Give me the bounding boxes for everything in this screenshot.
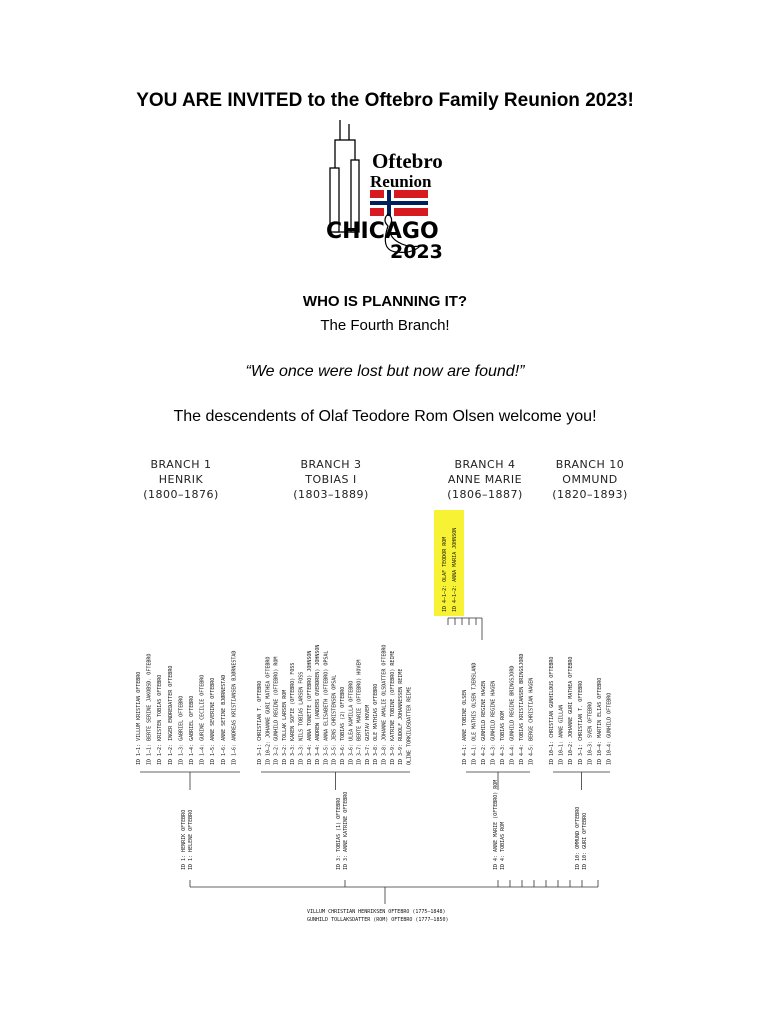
branch-head-label: ID 3: ANNE KATRINE OFTEBRO bbox=[343, 791, 349, 870]
child-label: ID 4–4: TOBIAS KRISTIANSEN BRINGSJORD bbox=[519, 653, 525, 765]
child-label: ID 4–1: OLE MATHIS OLSEN TJERSLAND bbox=[471, 662, 478, 765]
child-label: ID 10–3: SVEN OFTEBRO bbox=[587, 701, 594, 765]
child-label: ID 3–5: ANNA ELISABETH (OFTEBRO) OPSAL bbox=[323, 650, 330, 765]
child-label: ID 3–4: ANNA TONETTE (OFTEBRO) JOHNSON bbox=[306, 650, 313, 765]
child-label: ID 10–4: GUNHILD OFTEBRO bbox=[606, 692, 613, 765]
branch-label: BRANCH 10 bbox=[555, 458, 625, 471]
child-label: OLINE TORKILDSDATTER REIME bbox=[406, 686, 413, 765]
branch-name: HENRIK bbox=[158, 473, 204, 486]
child-label: ID 3–2: GUNHILD REGINE (OFTEBRO) ROM bbox=[273, 656, 280, 765]
child-label: ID 10–1: CHRISTIAN GUNHILDUS OFTEBRO bbox=[549, 656, 555, 765]
child-label: ID 3–5: JENS CHRISTENSEN OPSAL bbox=[331, 674, 338, 765]
logo-year: 2023 bbox=[390, 241, 443, 263]
root-ancestor-line: GUNHILD TOLLAKSDATTER (ROM) OFTEBRO (1777–1850) bbox=[307, 917, 449, 923]
child-label: ID 3–1: CHRISTIAN T. OFTEBRO bbox=[257, 680, 263, 765]
child-label: ID 1–1: VILLUM KRISTIAN OFTEBRO bbox=[136, 671, 142, 765]
planning-answer: The Fourth Branch! bbox=[320, 317, 450, 334]
child-label: ID 1–1: BERTE SERINE JAKOBSD. OFTEBRO bbox=[146, 653, 153, 765]
branch-years: (1806–1887) bbox=[447, 488, 523, 501]
branch-head-label: ID 4: TOBIAS ROM bbox=[500, 821, 506, 870]
branch-head-label: ID 3: TOBIAS (1) OFTEBRO bbox=[336, 797, 342, 870]
child-label: ID 3–1: CHRISTIAN T. OFTEBRO bbox=[577, 680, 584, 765]
reunion-logo bbox=[318, 118, 458, 268]
child-label: ID 4–3: TOBIAS ROM bbox=[500, 710, 506, 765]
child-label: ID 1–4: GURINE CECILIE OFTEBRO bbox=[199, 674, 206, 765]
highlight-marker bbox=[434, 510, 464, 616]
branch-name: TOBIAS I bbox=[305, 473, 357, 486]
child-label: ID 3–2: TOLLAK LARSEN ROM bbox=[281, 689, 288, 765]
child-label: ID 1–3: GABRIEL OFTEBRO bbox=[178, 695, 185, 765]
planning-heading: WHO IS PLANNING IT? bbox=[302, 293, 468, 310]
logo-line1: Oftebro bbox=[372, 149, 443, 173]
welcome-text: The descendents of Olaf Teodore Rom Olsen welcome you! bbox=[173, 408, 597, 425]
child-label: ID 3–6: ULEA KAMILLA OFTEBRO bbox=[348, 680, 355, 765]
child-label: ID 3–9: KATRINE TOBINE (OFTEBRO) REIME bbox=[389, 650, 396, 765]
quote-text: “We once were lost but now are found!” bbox=[245, 363, 525, 380]
branch-label: BRANCH 1 bbox=[150, 458, 212, 471]
branch-years: (1820–1893) bbox=[552, 488, 628, 501]
branch-head-label: ID 10: GURI OFTEBRO bbox=[582, 812, 588, 870]
child-label: ID 10–2: JOHANNE GURI MATHEA OFTEBRO bbox=[568, 656, 575, 765]
branch-name: ANNE MARIE bbox=[447, 473, 523, 486]
norway-flag-icon bbox=[370, 190, 428, 216]
child-label: ID 4–3: GUNHILD REGINE HAGEN bbox=[490, 680, 497, 765]
child-label: ID 4–1: ANNE TOBINE OLSEN bbox=[462, 689, 468, 765]
child-label: ID 3–8: JOHANNE AMALIE OLSDATTER OFTEBRO bbox=[381, 644, 388, 765]
branch-head-label: ID 1: HENRIK OFTEBRO bbox=[181, 809, 187, 870]
child-label: ID 3–4: ANDREW (ANDERS OVERDREN) JOHNSON bbox=[315, 644, 322, 765]
logo-line2: Reunion bbox=[370, 172, 432, 191]
child-label: ID 4–2: GUNHILD REGINE HAGEN bbox=[481, 680, 487, 765]
child-label: ID 10–2: JOHANNE GURI MATHEA OFTEBRO bbox=[265, 656, 272, 765]
child-label: ID 3–3: NILS TOBIAS LARSEN FOSS bbox=[298, 671, 305, 765]
child-label: ID 3–6: TOBIAS (2) OFTEBRO bbox=[340, 686, 346, 765]
child-label: ID 1–6: ANNE SETINE BJØRNESTAD bbox=[220, 674, 227, 765]
highlight-label: ID 4–1–2: OLAF TEODOR ROM bbox=[442, 536, 448, 612]
child-label: ID 10–4: MARTIN ELIAS OFTEBRO bbox=[597, 677, 603, 765]
family-tree bbox=[0, 440, 770, 940]
child-label: ID 4–4: GUNHILD REGINE BRINGSJORD bbox=[509, 665, 516, 765]
child-label: ID 1–4: GABRIEL OFTEBRO bbox=[189, 695, 195, 765]
skyline-icon bbox=[330, 120, 359, 232]
root-ancestor-line: VILLUM CHRISTIAN HENRIKSEN OFTEBRO (1775–1848) bbox=[307, 909, 446, 915]
branch-name: OMMUND bbox=[562, 473, 618, 486]
logo-city: CHICAGO bbox=[326, 219, 439, 244]
page-title: YOU ARE INVITED to the Oftebro Family Reunion 2023! bbox=[136, 90, 634, 111]
child-label: ID 3–9: RUDOLF JOHANNESSEN REIME bbox=[398, 668, 405, 765]
child-label: ID 1–5: ANNE SEVERINE OFTEBRO bbox=[210, 677, 217, 765]
child-label: ID 4–5: BERGE CHRISTIAN HAGEN bbox=[528, 677, 535, 765]
child-label: ID 1–2: INGER ENDREDATTER OFTEBRO bbox=[167, 665, 174, 765]
branch-years: (1800–1876) bbox=[143, 488, 219, 501]
child-label: ID 10–1: ANNE GILLAN bbox=[558, 704, 565, 765]
child-label: ID 3–3: KAREN SOFIE (OFTEBRO) FOSS bbox=[290, 662, 297, 765]
branch-label: BRANCH 3 bbox=[300, 458, 362, 471]
branch-label: BRANCH 4 bbox=[454, 458, 516, 471]
child-label: ID 3–8: OLE MATHIAS OFTEBRO bbox=[373, 683, 380, 765]
child-label: ID 3–7: GUSTAV HOVEM bbox=[364, 704, 371, 765]
branch-head-label: ID 4: ANNE MARIE (OFTEBRO) ROM bbox=[493, 779, 499, 870]
child-label: ID 1–2: KRISTEN TOBIAS OFTEBRO bbox=[157, 674, 164, 765]
branch-years: (1803–1889) bbox=[293, 488, 369, 501]
child-label: ID 1–6: ANDREAS KRISTIANSEN BJØRNESTAD bbox=[231, 650, 238, 765]
branch-head-label: ID 1: HELENE OFTEBRO bbox=[188, 809, 194, 870]
branch-head-label: ID 10: OMMUND OFTEBRO bbox=[575, 806, 581, 870]
child-label: ID 3–7: BERTE MARIE (OFTEBRO) HOVEM bbox=[356, 659, 363, 765]
highlight-label: ID 4–1–2: ANNA MARIA JOHNSON bbox=[452, 527, 458, 612]
